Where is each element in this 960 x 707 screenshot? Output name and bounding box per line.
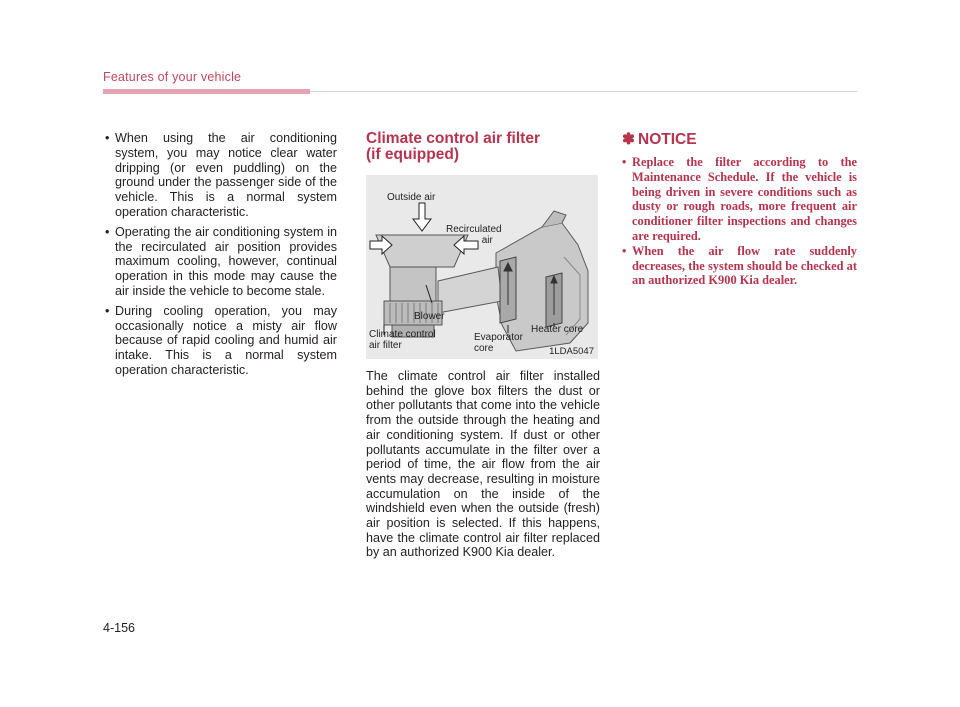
image-code: 1LDA5047 bbox=[549, 346, 594, 357]
filter-section-title-line2: (if equipped) bbox=[366, 146, 459, 163]
evaporator-core-label-line1: Evaporator bbox=[474, 332, 523, 343]
notice-star-icon: ✽ bbox=[622, 131, 635, 148]
list-item: • During cooling operation, you may occasionally notice a misty air flow because of rapid cooling and humid air intake. This is a normal system operation characteristic. bbox=[103, 304, 337, 378]
filter-section-title bbox=[366, 131, 600, 163]
evaporator-core-label-line2: core bbox=[474, 342, 494, 354]
header-rule bbox=[310, 91, 857, 92]
notice-title bbox=[622, 131, 857, 149]
list-item: • Replace the filter according to the Maintenance Schedule. If the vehicle is being driven in severe conditions such as dusty or rough roads, more frequent air conditioner filter inspections and changes are required. bbox=[622, 155, 857, 244]
climate-filter-label-line2: air filter bbox=[369, 339, 402, 351]
climate-filter-label bbox=[369, 330, 436, 351]
page-number: 4-156 bbox=[103, 621, 135, 635]
list-item: • When the air flow rate suddenly decreases, the system should be checked at an authorized K900 Kia dealer. bbox=[622, 244, 857, 288]
recirculated-air-label-line1: Recirculated bbox=[446, 224, 502, 235]
evaporator-core-label bbox=[474, 333, 523, 354]
left-column bbox=[103, 131, 337, 383]
recirculated-air-label-line2: air bbox=[481, 234, 493, 246]
list-item: • When using the air conditioning system, you may notice clear water dripping (or even puddling) on the ground under the passenger side of the vehicle. This is a normal system operation characteristic. bbox=[103, 131, 337, 220]
notice-title-text: NOTICE bbox=[638, 131, 697, 148]
hvac-filter-diagram bbox=[366, 175, 598, 359]
blower-label: Blower bbox=[414, 311, 445, 322]
notice-list bbox=[622, 155, 857, 288]
heater-core-label: Heater core bbox=[531, 324, 584, 335]
ac-notes-list bbox=[103, 131, 337, 378]
header-accent-bar bbox=[103, 89, 310, 94]
section-header-title: Features of your vehicle bbox=[103, 70, 242, 84]
climate-filter-label-line1: Climate control bbox=[369, 329, 436, 340]
middle-column bbox=[366, 131, 600, 560]
filter-section-title-line1: Climate control air filter bbox=[366, 130, 540, 147]
filter-description: The climate control air filter installed behind the glove box filters the dust or other pollutants that come into the vehicle from the outside through the heating and air conditioning system. If dust or other pollutants accumulate in the filter over a period of time, the air flow from the air vents may decrease, resulting in moisture accumulation on the inside of the windshield even when the outside (fresh) air position is selected. If this happens, have the climate control air filter replaced by an authorized K900 Kia dealer. bbox=[366, 369, 600, 560]
recirculated-air-label bbox=[446, 225, 502, 246]
list-item: • Operating the air conditioning system in the recirculated air position provides maximum cooling, however, continual operation in this mode may cause the air inside the vehicle to become stale. bbox=[103, 225, 337, 299]
outside-air-label: Outside air bbox=[387, 192, 436, 203]
notice-column bbox=[622, 131, 857, 288]
